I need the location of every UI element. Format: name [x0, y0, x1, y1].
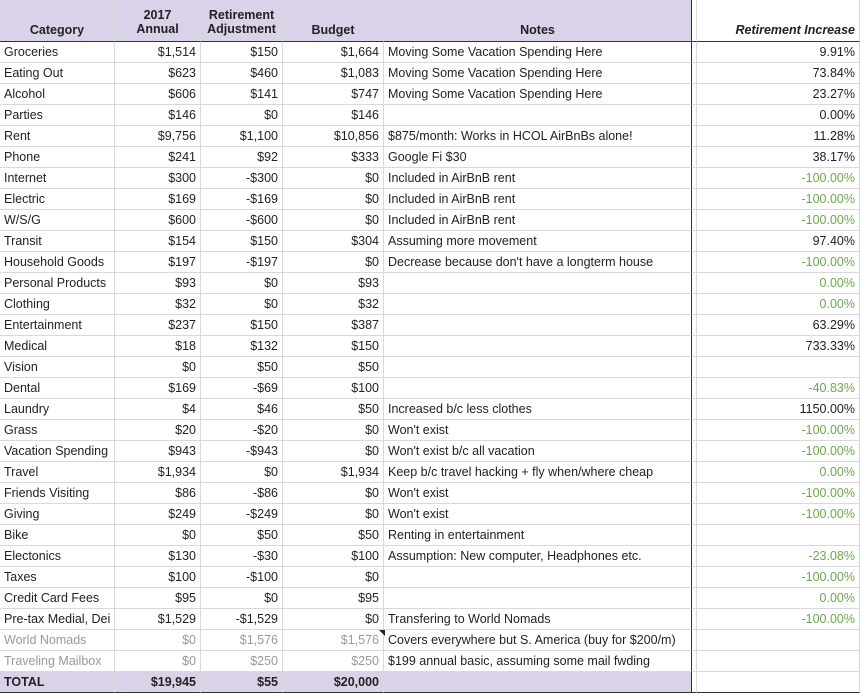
category-cell[interactable]: Parties [0, 105, 115, 126]
retirement-increase-cell[interactable]: -100.00% [697, 420, 860, 441]
retirement-increase-cell[interactable]: 0.00% [697, 588, 860, 609]
table-row [0, 105, 860, 126]
notes-cell[interactable] [384, 273, 692, 294]
annual-cell[interactable]: $18 [115, 336, 201, 357]
budget-cell[interactable]: $0 [283, 420, 384, 441]
header-retirement-increase[interactable]: Retirement Increase [697, 0, 860, 42]
notes-cell[interactable]: Renting in entertainment [384, 525, 692, 546]
annual-cell[interactable]: $600 [115, 210, 201, 231]
category-cell[interactable]: Eating Out [0, 63, 115, 84]
annual-cell[interactable]: $32 [115, 294, 201, 315]
adjustment-cell[interactable]: $0 [201, 588, 283, 609]
adjustment-cell[interactable]: -$300 [201, 168, 283, 189]
annual-cell[interactable]: $20 [115, 420, 201, 441]
retirement-increase-cell[interactable]: -100.00% [697, 210, 860, 231]
category-cell[interactable]: Travel [0, 462, 115, 483]
budget-cell[interactable]: $146 [283, 105, 384, 126]
notes-cell[interactable]: Won't exist [384, 504, 692, 525]
budget-cell[interactable]: $1,576 [283, 630, 384, 651]
adjustment-cell[interactable]: $460 [201, 63, 283, 84]
retirement-increase-cell[interactable]: 63.29% [697, 315, 860, 336]
annual-cell[interactable]: $169 [115, 189, 201, 210]
budget-cell[interactable]: $0 [283, 609, 384, 630]
budget-cell[interactable]: $10,856 [283, 126, 384, 147]
table-row [0, 399, 860, 420]
notes-cell[interactable]: Increased b/c less clothes [384, 399, 692, 420]
retirement-increase-cell[interactable]: 11.28% [697, 126, 860, 147]
category-cell[interactable]: Electric [0, 189, 115, 210]
adjustment-cell[interactable]: -$943 [201, 441, 283, 462]
budget-cell[interactable]: $304 [283, 231, 384, 252]
total-row [0, 672, 860, 693]
category-cell[interactable]: Taxes [0, 567, 115, 588]
budget-cell[interactable]: $50 [283, 399, 384, 420]
retirement-increase-cell[interactable]: -100.00% [697, 567, 860, 588]
category-cell[interactable]: Laundry [0, 399, 115, 420]
budget-cell[interactable]: $1,664 [283, 42, 384, 63]
retirement-increase-cell[interactable]: 9.91% [697, 42, 860, 63]
budget-cell[interactable]: $100 [283, 546, 384, 567]
notes-cell[interactable] [384, 336, 692, 357]
notes-cell[interactable]: $875/month: Works in HCOL AirBnBs alone! [384, 126, 692, 147]
annual-cell[interactable]: $146 [115, 105, 201, 126]
adjustment-cell[interactable]: $150 [201, 315, 283, 336]
annual-cell[interactable]: $249 [115, 504, 201, 525]
table-row [0, 42, 860, 63]
category-cell[interactable]: Vision [0, 357, 115, 378]
budget-cell[interactable]: $1,083 [283, 63, 384, 84]
adjustment-cell[interactable]: -$249 [201, 504, 283, 525]
notes-cell[interactable]: Moving Some Vacation Spending Here [384, 63, 692, 84]
total-budget[interactable]: $20,000 [283, 672, 384, 693]
budget-cell[interactable]: $0 [283, 504, 384, 525]
comment-marker-icon[interactable] [379, 630, 385, 636]
budget-cell[interactable]: $150 [283, 336, 384, 357]
category-cell[interactable]: Phone [0, 147, 115, 168]
table-row [0, 357, 860, 378]
notes-cell[interactable]: Moving Some Vacation Spending Here [384, 84, 692, 105]
adjustment-cell[interactable]: $150 [201, 231, 283, 252]
category-cell[interactable]: Vacation Spending [0, 441, 115, 462]
header-adjustment-line2: Adjustment [207, 22, 276, 36]
notes-cell[interactable] [384, 105, 692, 126]
annual-cell[interactable]: $169 [115, 378, 201, 399]
table-row [0, 336, 860, 357]
adjustment-cell[interactable]: $50 [201, 525, 283, 546]
budget-cell[interactable]: $0 [283, 189, 384, 210]
header-annual[interactable] [115, 0, 201, 42]
retirement-increase-cell[interactable]: 73.84% [697, 63, 860, 84]
table-row [0, 588, 860, 609]
adjustment-cell[interactable]: -$1,529 [201, 609, 283, 630]
category-cell[interactable]: Bike [0, 525, 115, 546]
annual-cell[interactable]: $1,514 [115, 42, 201, 63]
total-annual[interactable]: $19,945 [115, 672, 201, 693]
header-category[interactable]: Category [0, 0, 115, 42]
annual-cell[interactable]: $943 [115, 441, 201, 462]
total-increase[interactable] [697, 672, 860, 693]
budget-cell[interactable]: $387 [283, 315, 384, 336]
budget-cell[interactable]: $93 [283, 273, 384, 294]
retirement-increase-cell[interactable] [697, 651, 860, 672]
table-row [0, 630, 860, 651]
notes-cell[interactable]: Assuming more movement [384, 231, 692, 252]
notes-cell[interactable]: Included in AirBnB rent [384, 210, 692, 231]
annual-cell[interactable]: $0 [115, 525, 201, 546]
category-cell[interactable]: Giving [0, 504, 115, 525]
notes-cell[interactable]: Keep b/c travel hacking + fly when/where cheap [384, 462, 692, 483]
notes-cell[interactable]: Assumption: New computer, Headphones etc. [384, 546, 692, 567]
header-adjustment-line1: Retirement [208, 8, 275, 22]
budget-cell[interactable]: $50 [283, 357, 384, 378]
retirement-increase-cell[interactable]: 0.00% [697, 273, 860, 294]
retirement-increase-cell[interactable]: -100.00% [697, 168, 860, 189]
category-cell[interactable]: Rent [0, 126, 115, 147]
adjustment-cell[interactable]: $92 [201, 147, 283, 168]
adjustment-cell[interactable]: -$69 [201, 378, 283, 399]
annual-cell[interactable]: $1,529 [115, 609, 201, 630]
header-annual-line2: Annual [136, 22, 179, 36]
table-row [0, 378, 860, 399]
adjustment-cell[interactable]: $250 [201, 651, 283, 672]
annual-cell[interactable]: $9,756 [115, 126, 201, 147]
notes-cell[interactable]: Google Fi $30 [384, 147, 692, 168]
retirement-increase-cell[interactable]: -100.00% [697, 483, 860, 504]
notes-cell[interactable] [384, 315, 692, 336]
annual-cell[interactable]: $197 [115, 252, 201, 273]
adjustment-cell[interactable]: $50 [201, 357, 283, 378]
total-label[interactable]: TOTAL [0, 672, 115, 693]
category-cell[interactable]: Friends Visiting [0, 483, 115, 504]
notes-cell[interactable]: Included in AirBnB rent [384, 168, 692, 189]
annual-cell[interactable]: $623 [115, 63, 201, 84]
category-cell[interactable]: Pre-tax Medial, Dei [0, 609, 115, 630]
adjustment-cell[interactable]: $1,100 [201, 126, 283, 147]
adjustment-cell[interactable]: $150 [201, 42, 283, 63]
budget-cell[interactable]: $747 [283, 84, 384, 105]
retirement-increase-cell[interactable]: 38.17% [697, 147, 860, 168]
annual-cell[interactable]: $0 [115, 630, 201, 651]
annual-cell[interactable]: $0 [115, 357, 201, 378]
budget-cell[interactable]: $0 [283, 168, 384, 189]
adjustment-cell[interactable]: $0 [201, 294, 283, 315]
table-row [0, 126, 860, 147]
notes-cell[interactable]: Won't exist [384, 483, 692, 504]
adjustment-cell[interactable]: -$100 [201, 567, 283, 588]
retirement-increase-cell[interactable]: 733.33% [697, 336, 860, 357]
retirement-increase-cell[interactable] [697, 630, 860, 651]
annual-cell[interactable]: $0 [115, 651, 201, 672]
annual-cell[interactable]: $4 [115, 399, 201, 420]
table-row [0, 525, 860, 546]
adjustment-cell[interactable]: $46 [201, 399, 283, 420]
total-notes[interactable] [384, 672, 692, 693]
table-row [0, 567, 860, 588]
budget-cell[interactable]: $1,934 [283, 462, 384, 483]
category-cell[interactable]: Alcohol [0, 84, 115, 105]
notes-cell[interactable] [384, 588, 692, 609]
table-row [0, 609, 860, 630]
category-cell[interactable]: Internet [0, 168, 115, 189]
budget-cell[interactable]: $333 [283, 147, 384, 168]
retirement-increase-cell[interactable]: -23.08% [697, 546, 860, 567]
notes-cell[interactable]: Transfering to World Nomads [384, 609, 692, 630]
table-row [0, 210, 860, 231]
table-row [0, 546, 860, 567]
category-cell[interactable]: Traveling Mailbox [0, 651, 115, 672]
annual-cell[interactable]: $93 [115, 273, 201, 294]
adjustment-cell[interactable]: -$169 [201, 189, 283, 210]
budget-cell[interactable]: $100 [283, 378, 384, 399]
adjustment-cell[interactable]: $1,576 [201, 630, 283, 651]
annual-cell[interactable]: $237 [115, 315, 201, 336]
adjustment-cell[interactable]: $132 [201, 336, 283, 357]
annual-cell[interactable]: $241 [115, 147, 201, 168]
header-adjustment[interactable] [201, 0, 283, 42]
notes-cell[interactable] [384, 378, 692, 399]
category-cell[interactable]: Clothing [0, 294, 115, 315]
retirement-increase-cell[interactable]: 1150.00% [697, 399, 860, 420]
table-row [0, 168, 860, 189]
notes-cell[interactable]: Won't exist b/c all vacation [384, 441, 692, 462]
category-cell[interactable]: Credit Card Fees [0, 588, 115, 609]
data-rows [0, 42, 860, 672]
budget-cell[interactable]: $0 [283, 252, 384, 273]
retirement-increase-cell[interactable]: -100.00% [697, 189, 860, 210]
category-cell[interactable]: Grass [0, 420, 115, 441]
category-cell[interactable]: Transit [0, 231, 115, 252]
total-adjustment[interactable]: $55 [201, 672, 283, 693]
notes-cell[interactable] [384, 357, 692, 378]
adjustment-cell[interactable]: -$600 [201, 210, 283, 231]
retirement-increase-cell[interactable]: -100.00% [697, 609, 860, 630]
table-row [0, 231, 860, 252]
retirement-increase-cell[interactable]: -100.00% [697, 252, 860, 273]
header-annual-line1: 2017 [143, 8, 172, 22]
budget-cell[interactable]: $0 [283, 441, 384, 462]
retirement-increase-cell[interactable]: 97.40% [697, 231, 860, 252]
category-cell[interactable]: Medical [0, 336, 115, 357]
adjustment-cell[interactable]: -$30 [201, 546, 283, 567]
retirement-increase-cell[interactable]: 0.00% [697, 462, 860, 483]
table-row [0, 420, 860, 441]
annual-cell[interactable]: $95 [115, 588, 201, 609]
annual-cell[interactable]: $154 [115, 231, 201, 252]
category-cell[interactable]: Household Goods [0, 252, 115, 273]
adjustment-cell[interactable]: -$86 [201, 483, 283, 504]
table-row [0, 147, 860, 168]
category-cell[interactable]: World Nomads [0, 630, 115, 651]
retirement-increase-cell[interactable]: 0.00% [697, 105, 860, 126]
retirement-increase-cell[interactable]: 23.27% [697, 84, 860, 105]
budget-cell[interactable]: $95 [283, 588, 384, 609]
retirement-increase-cell[interactable]: -40.83% [697, 378, 860, 399]
notes-cell[interactable]: Won't exist [384, 420, 692, 441]
budget-cell[interactable]: $50 [283, 525, 384, 546]
retirement-increase-cell[interactable] [697, 357, 860, 378]
table-row [0, 63, 860, 84]
adjustment-cell[interactable]: $0 [201, 105, 283, 126]
annual-cell[interactable]: $606 [115, 84, 201, 105]
table-row [0, 483, 860, 504]
budget-cell[interactable]: $0 [283, 567, 384, 588]
category-cell[interactable]: Entertainment [0, 315, 115, 336]
table-row [0, 84, 860, 105]
adjustment-cell[interactable]: $141 [201, 84, 283, 105]
notes-cell[interactable] [384, 294, 692, 315]
annual-cell[interactable]: $86 [115, 483, 201, 504]
notes-cell[interactable]: Covers everywhere but S. America (buy for $200/m) [384, 630, 692, 651]
annual-cell[interactable]: $130 [115, 546, 201, 567]
table-row [0, 189, 860, 210]
category-cell[interactable]: Personal Products [0, 273, 115, 294]
adjustment-cell[interactable]: -$20 [201, 420, 283, 441]
table-row [0, 252, 860, 273]
annual-cell[interactable]: $100 [115, 567, 201, 588]
category-cell[interactable]: Dental [0, 378, 115, 399]
table-row [0, 504, 860, 525]
table-row [0, 315, 860, 336]
header-row [0, 0, 860, 42]
budget-cell[interactable]: $0 [283, 210, 384, 231]
notes-cell[interactable]: $199 annual basic, assuming some mail fwding [384, 651, 692, 672]
notes-cell[interactable]: Decrease because don't have a longterm house [384, 252, 692, 273]
budget-cell[interactable]: $32 [283, 294, 384, 315]
retirement-increase-cell[interactable]: 0.00% [697, 294, 860, 315]
table-row [0, 651, 860, 672]
table-row [0, 273, 860, 294]
annual-cell[interactable]: $300 [115, 168, 201, 189]
notes-cell[interactable] [384, 567, 692, 588]
table-row [0, 294, 860, 315]
adjustment-cell[interactable]: $0 [201, 462, 283, 483]
category-cell[interactable]: W/S/G [0, 210, 115, 231]
category-cell[interactable]: Electonics [0, 546, 115, 567]
notes-cell[interactable]: Included in AirBnB rent [384, 189, 692, 210]
annual-cell[interactable]: $1,934 [115, 462, 201, 483]
notes-cell[interactable]: Moving Some Vacation Spending Here [384, 42, 692, 63]
retirement-increase-cell[interactable]: -100.00% [697, 441, 860, 462]
retirement-increase-cell[interactable] [697, 525, 860, 546]
header-budget[interactable]: Budget [283, 0, 384, 42]
header-notes[interactable]: Notes [384, 0, 692, 42]
retirement-increase-cell[interactable]: -100.00% [697, 504, 860, 525]
adjustment-cell[interactable]: -$197 [201, 252, 283, 273]
category-cell[interactable]: Groceries [0, 42, 115, 63]
table-row [0, 441, 860, 462]
table-row [0, 462, 860, 483]
budget-cell[interactable]: $250 [283, 651, 384, 672]
budget-cell[interactable]: $0 [283, 483, 384, 504]
adjustment-cell[interactable]: $0 [201, 273, 283, 294]
